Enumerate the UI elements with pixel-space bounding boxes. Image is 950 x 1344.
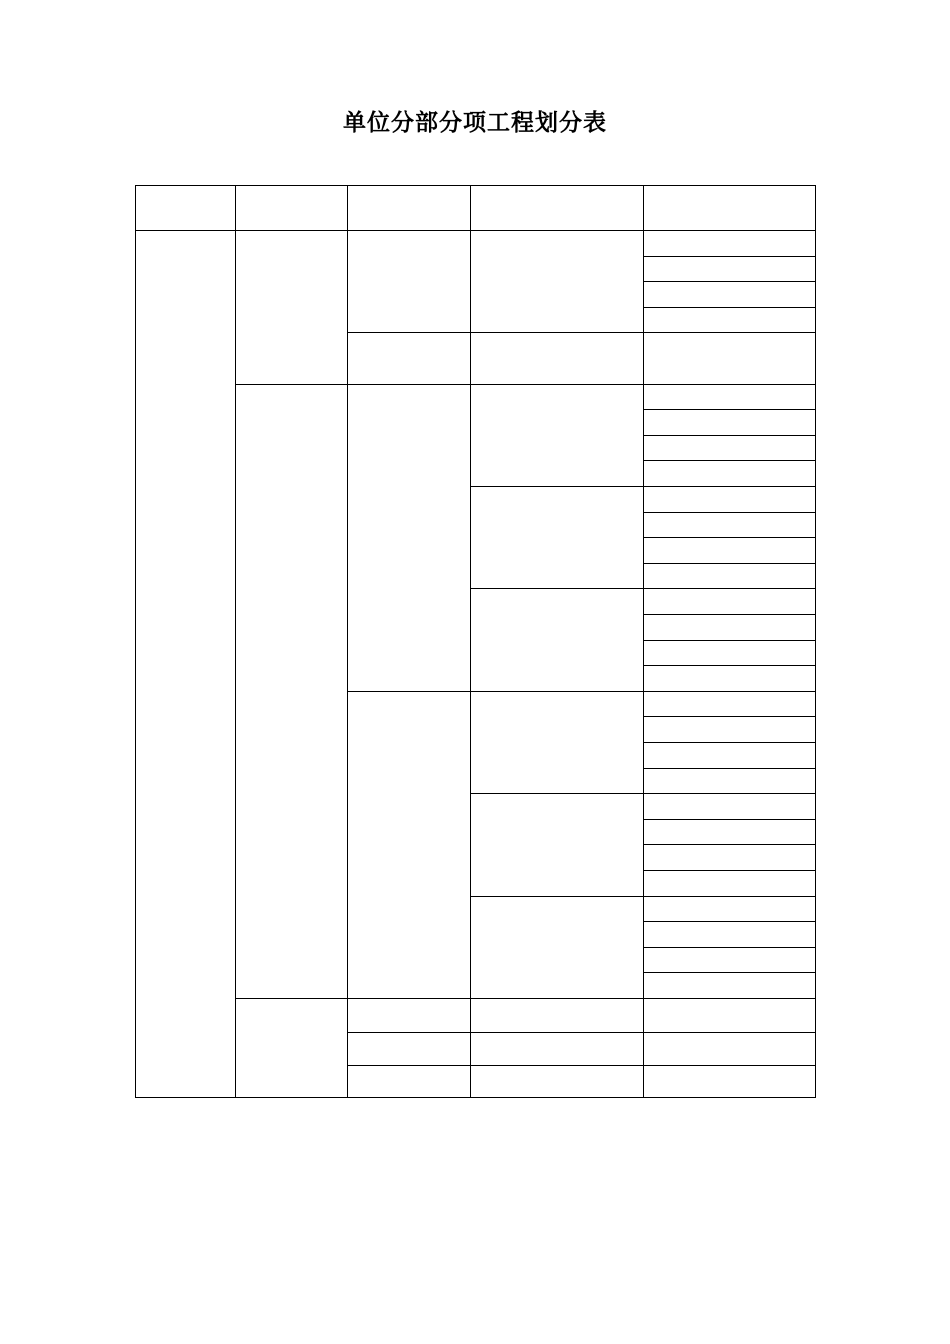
- batch-cell: [643, 588, 815, 614]
- unit-cell: [135, 230, 235, 1097]
- row-divider: [643, 640, 816, 641]
- batch-cell: [643, 640, 815, 666]
- batch-cell: [643, 768, 815, 794]
- item-cell: [470, 486, 643, 588]
- subdivision-cell: [347, 1065, 470, 1097]
- row-divider: [643, 512, 816, 513]
- header-0: [135, 185, 235, 230]
- division-cell: [235, 998, 347, 1097]
- item-cell: [470, 332, 643, 383]
- row-divider: [643, 307, 816, 308]
- batch-cell: [643, 332, 815, 383]
- row-divider: [643, 742, 816, 743]
- batch-cell: [643, 307, 815, 333]
- batch-cell: [643, 486, 815, 512]
- batch-cell: [643, 409, 815, 435]
- row-divider: [643, 256, 816, 257]
- batch-cell: [643, 384, 815, 410]
- header-3: [470, 185, 643, 230]
- item-cell: [470, 896, 643, 998]
- header-4: [643, 185, 815, 230]
- row-divider: [643, 972, 816, 973]
- item-cell: [470, 384, 643, 486]
- row-divider: [643, 716, 816, 717]
- batch-cell: [643, 972, 815, 998]
- item-cell: [470, 230, 643, 332]
- subdivision-cell: [347, 999, 470, 1032]
- division-cell: [235, 384, 347, 998]
- header-2: [347, 185, 470, 230]
- column-divider-5: [815, 185, 816, 1098]
- row-divider: [643, 460, 816, 461]
- subdivision-cell: [347, 1032, 470, 1065]
- item-cell: [470, 691, 643, 793]
- batch-cell: [643, 691, 815, 717]
- batch-cell: [643, 742, 815, 768]
- row-divider: [643, 921, 816, 922]
- batch-cell: [643, 793, 815, 819]
- batch-cell: [643, 844, 815, 870]
- batch-cell: [643, 256, 815, 282]
- batch-cell: [643, 921, 815, 947]
- batch-cell: [643, 870, 815, 896]
- row-divider: [643, 819, 816, 820]
- subdivision-cell: [347, 332, 470, 383]
- row-divider: [643, 870, 816, 871]
- batch-cell: [643, 716, 815, 742]
- batch-cell: [643, 460, 815, 486]
- batch-cell: [643, 947, 815, 973]
- subdivision-cell: [347, 691, 470, 998]
- subdivision-cell: [347, 230, 470, 332]
- batch-cell: [643, 563, 815, 589]
- row-divider: [643, 768, 816, 769]
- row-divider: [643, 281, 816, 282]
- batch-cell: [643, 435, 815, 461]
- row-divider: [643, 537, 816, 538]
- batch-cell: [643, 819, 815, 845]
- division-cell: [235, 230, 347, 384]
- row-divider: [643, 665, 816, 666]
- item-cell: [470, 793, 643, 895]
- row-divider: [643, 844, 816, 845]
- batch-cell: [643, 537, 815, 563]
- batch-cell: [643, 896, 815, 922]
- page-title: 单位分部分项工程划分表: [343, 109, 607, 136]
- batch-cell: [643, 230, 815, 256]
- row-divider: [643, 409, 816, 410]
- row-divider: [643, 947, 816, 948]
- row-divider: [643, 435, 816, 436]
- subdivision-cell: [347, 384, 470, 691]
- batch-cell: [643, 512, 815, 538]
- item-cell: [470, 588, 643, 690]
- batch-cell: [643, 665, 815, 691]
- header-1: [235, 185, 347, 230]
- row-divider: [235, 1097, 816, 1098]
- batch-cell: [643, 614, 815, 640]
- batch-cell: [643, 281, 815, 307]
- row-divider: [643, 563, 816, 564]
- row-divider: [643, 614, 816, 615]
